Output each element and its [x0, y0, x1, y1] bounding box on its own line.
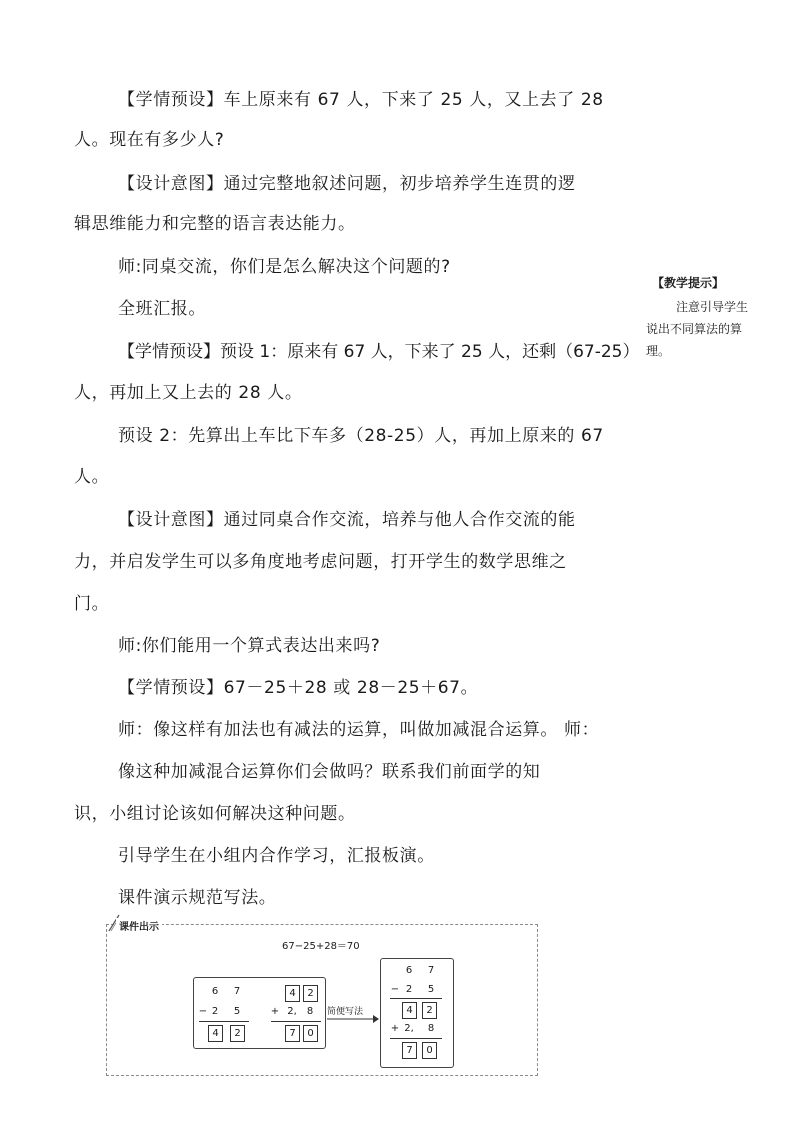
digit: 6: [211, 986, 219, 997]
text-line-12: 力，并启发学生可以多角度地考虑问题，打开学生的数学思维之: [74, 552, 567, 572]
calc-rule: [390, 1038, 442, 1039]
result-cell: 7: [285, 1025, 300, 1042]
text-line-8: 人，再加上又上去的 28 人。: [74, 383, 303, 403]
operator: +: [270, 1006, 280, 1017]
digit: 5: [233, 1006, 241, 1017]
operator: −: [198, 1006, 208, 1017]
text-line-11: 【设计意图】通过同桌合作交流，培养与他人合作交流的能: [118, 510, 576, 530]
calc-rule: [271, 1021, 321, 1022]
teaching-tip-line-1: 注意引导学生: [676, 300, 749, 314]
text-line-9: 预设 2：先算出上车比下车多（28-25）人，再加上原来的 67: [118, 426, 604, 446]
calc-rule: [390, 998, 442, 999]
text-line-19: 引导学生在小组内合作学习，汇报板演。: [118, 846, 435, 866]
text-line-6: 全班汇报。: [118, 299, 206, 319]
teaching-tip-line-2: 说出不同算法的算: [646, 322, 743, 336]
teaching-tip-line-3: 理。: [646, 344, 671, 358]
result-cell: 2: [230, 1025, 245, 1042]
text-line-5: 师:同桌交流，你们是怎么解决这个问题的?: [118, 257, 451, 277]
middle-cell: 4: [402, 1002, 417, 1019]
result-cell: 4: [208, 1025, 223, 1042]
carried-cell: 4: [285, 985, 300, 1002]
text-line-10: 人。: [74, 467, 110, 487]
operator: −: [390, 984, 400, 995]
digit: 5: [427, 984, 435, 995]
digit: 2: [211, 1006, 219, 1017]
text-line-16: 师：像这样有加法也有减法的运算，叫做加减混合运算。 师：: [118, 720, 600, 740]
text-line-7: 【学情预设】预设 1：原来有 67 人，下来了 25 人，还剩（67-25）: [118, 342, 640, 362]
text-line-15: 【学情预设】67－25＋28 或 28－25＋67。: [118, 678, 479, 698]
digit: 8: [306, 1006, 314, 1017]
text-line-14: 师:你们能用一个算式表达出来吗?: [118, 636, 381, 656]
text-line-3: 【设计意图】通过完整地叙述问题，初步培养学生连贯的逻: [118, 174, 576, 194]
text-line-17: 像这种加减混合运算你们会做吗？联系我们前面学的知: [118, 762, 541, 782]
digit: 7: [427, 965, 435, 976]
carried-cell: 2: [303, 985, 318, 1002]
digit: 2,: [404, 1023, 414, 1034]
digit: 6: [405, 965, 413, 976]
middle-cell: 2: [422, 1002, 437, 1019]
digit: 2,: [287, 1006, 297, 1017]
digit: 7: [233, 986, 241, 997]
digit: 2: [405, 984, 413, 995]
teaching-tip-title: 【教学提示】: [652, 276, 725, 290]
teaching-tip-text: [646, 296, 764, 362]
result-cell: 7: [402, 1042, 417, 1059]
text-line-13: 门。: [74, 594, 110, 614]
text-line-18: 识，小组讨论该如何解决这种问题。: [74, 804, 356, 824]
text-line-20: 课件演示规范写法。: [118, 888, 277, 908]
operator: +: [390, 1023, 400, 1034]
text-line-2: 人。现在有多少人?: [74, 130, 225, 150]
calc-rule: [199, 1021, 249, 1022]
arrow-right-icon: [327, 1015, 379, 1023]
combined-box: [380, 958, 454, 1068]
figure-equation: 67−25+28＝70: [282, 941, 360, 952]
result-cell: 0: [303, 1025, 318, 1042]
text-line-1: 【学情预设】车上原来有 67 人，下来了 25 人，又上去了 28: [118, 90, 604, 110]
result-cell: 0: [422, 1042, 437, 1059]
text-line-4: 辑思维能力和完整的语言表达能力。: [74, 214, 356, 234]
digit: 8: [427, 1023, 435, 1034]
figure-label: 课件出示: [116, 918, 162, 933]
arrow-label: 简便写法: [327, 1007, 364, 1017]
